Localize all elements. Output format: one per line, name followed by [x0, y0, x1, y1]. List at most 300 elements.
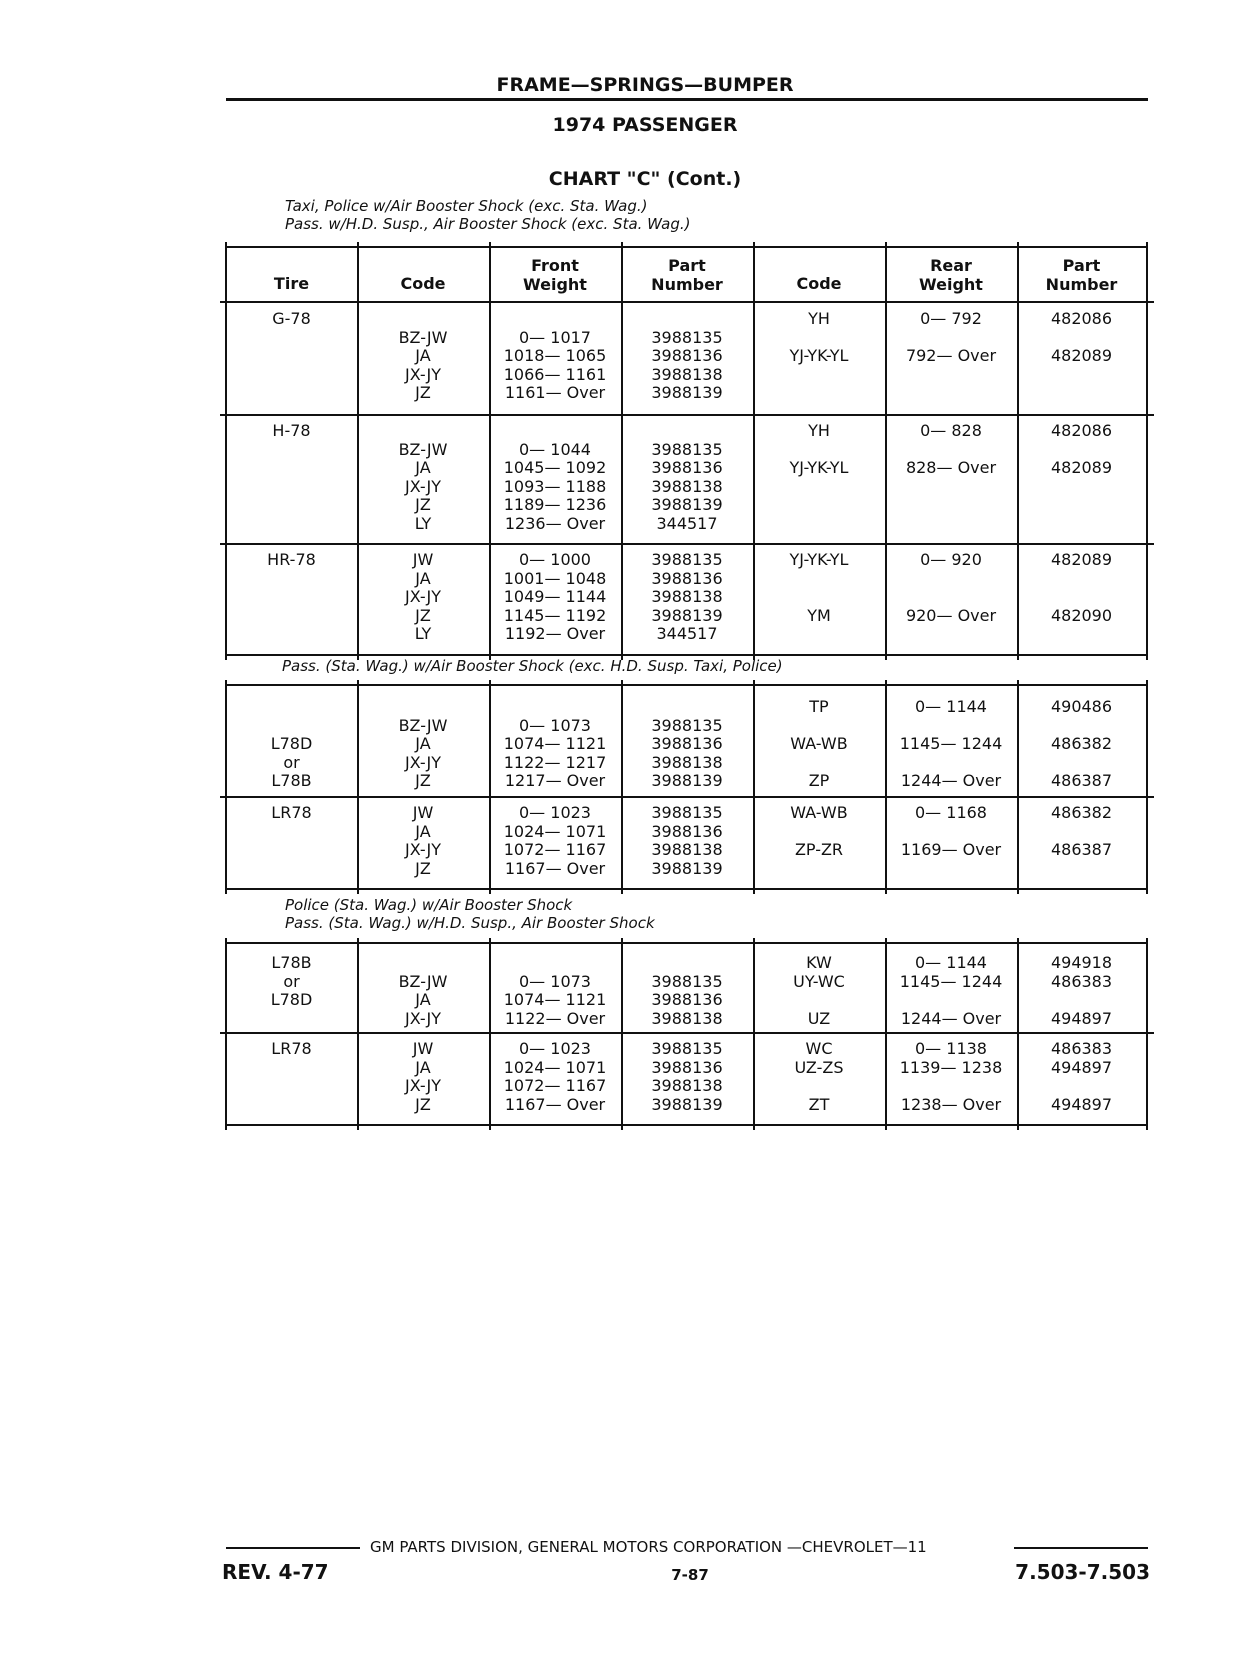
- rear-code-cell: YJ-YK-YL: [789, 458, 849, 477]
- part-number-cell: 3988138: [651, 476, 723, 496]
- rear-part-number-cell: [1017, 860, 1146, 879]
- tire-cell: [226, 1077, 357, 1096]
- front-weight-cell-column: [489, 422, 621, 533]
- rear-part-number-cell: [1017, 384, 1146, 403]
- part-number-cell-column: [621, 551, 753, 644]
- front-weight-cell-column: [489, 551, 621, 644]
- header-part-number-2: Part Number: [1045, 256, 1118, 294]
- code-cell: JX-JY: [404, 1008, 442, 1028]
- rear-code-cell: ZP-ZR: [794, 840, 844, 859]
- rear-code-cell: [753, 496, 885, 515]
- rear-part-number-cell: 486382: [1050, 803, 1113, 822]
- rear-weight-cell: [885, 991, 1017, 1010]
- front-weight-cell: 0— 1017: [519, 327, 591, 347]
- front-weight-cell: 1018— 1065: [503, 346, 607, 365]
- rear-part-number-cell: [1017, 329, 1146, 348]
- part-number-cell: 3988136: [651, 821, 723, 841]
- part-number-cell: 3988139: [651, 771, 723, 790]
- front-weight-cell: 1093— 1188: [503, 476, 607, 496]
- rear-code-cell: WA-WB: [790, 803, 848, 822]
- rear-weight-cell: 920— Over: [905, 605, 997, 625]
- rear-weight-cell: [885, 515, 1017, 534]
- section3-caption-1: Police (Sta. Wag.) w/Air Booster Shock: [285, 896, 573, 914]
- rear-part-number-cell: 486387: [1050, 771, 1113, 790]
- rear-weight-cell: 792— Over: [905, 346, 997, 365]
- rear-weight-cell: 1244— Over: [900, 771, 1002, 790]
- rear-code-cell: ZT: [808, 1094, 830, 1114]
- front-weight-cell: 1189— 1236: [503, 495, 607, 514]
- rear-part-number-cell: [1017, 991, 1146, 1010]
- section-title: FRAME—SPRINGS—BUMPER: [496, 74, 794, 96]
- rear-part-number-cell: 482089: [1050, 550, 1113, 569]
- rear-code-cell: [753, 754, 885, 773]
- rear-weight-cell: [885, 1077, 1017, 1096]
- rear-part-number-cell: 482086: [1050, 421, 1113, 440]
- tire-cell: [226, 698, 357, 717]
- header-code-2: Code: [796, 274, 842, 293]
- front-weight-cell: 1145— 1192: [503, 605, 607, 625]
- rear-part-number-cell: [1017, 496, 1146, 515]
- part-number-cell: 3988138: [651, 752, 723, 772]
- code-cell-column: [357, 551, 489, 644]
- rear-code-cell: [753, 1077, 885, 1096]
- tire-cell: [226, 347, 357, 366]
- rear-part-number-cell: [1017, 478, 1146, 497]
- rear-part-number-cell-column: [1017, 1040, 1146, 1114]
- rear-weight-cell-column: [885, 1040, 1017, 1114]
- rear-weight-cell: 0— 792: [920, 309, 982, 328]
- rear-code-cell: [753, 329, 885, 348]
- rear-weight-cell: 0— 1144: [915, 953, 987, 972]
- rear-code-cell: WA-WB: [790, 734, 848, 753]
- tire-cell: L78B: [271, 771, 312, 790]
- tire-cell: [226, 1059, 357, 1078]
- section2-caption-1: Pass. (Sta. Wag.) w/Air Booster Shock (exc. H.D. Susp. Taxi, Police): [282, 657, 783, 675]
- code-cell: JA: [415, 1057, 431, 1077]
- rear-code-cell: UZ-ZS: [794, 1057, 844, 1077]
- part-number-cell: 3988135: [651, 971, 723, 991]
- part-number-cell: 3988139: [651, 605, 723, 625]
- rear-code-cell-column: [753, 310, 885, 403]
- rear-part-number-cell: 494918: [1050, 953, 1113, 972]
- code-cell: [357, 954, 489, 973]
- tire-cell: or: [283, 971, 300, 991]
- code-cell: [357, 422, 489, 441]
- part-number-cell-column: [621, 422, 753, 533]
- rear-weight-cell: 1139— 1238: [899, 1057, 1003, 1077]
- code-cell: JA: [415, 734, 431, 753]
- code-cell: BZ-JW: [398, 715, 448, 735]
- tire-cell: H-78: [272, 421, 311, 440]
- front-weight-cell: 1072— 1167: [503, 1076, 607, 1095]
- tire-cell: [226, 860, 357, 879]
- code-cell: BZ-JW: [398, 327, 448, 347]
- rear-part-number-cell-column: [1017, 954, 1146, 1028]
- rear-part-number-cell: [1017, 717, 1146, 736]
- rear-code-cell: WC: [805, 1039, 833, 1058]
- rear-part-number-cell: 486383: [1050, 971, 1113, 991]
- rear-code-cell: [753, 478, 885, 497]
- footer-page-number: 7-87: [671, 1566, 709, 1584]
- tire-cell: [226, 1096, 357, 1115]
- rear-weight-cell-column: [885, 310, 1017, 403]
- tire-cell: [226, 588, 357, 607]
- rear-part-number-cell: [1017, 1077, 1146, 1096]
- rear-part-number-cell: [1017, 625, 1146, 644]
- rear-weight-cell: 1145— 1244: [899, 734, 1003, 753]
- tire-cell-column: [226, 954, 357, 1028]
- front-weight-cell: 1217— Over: [504, 771, 606, 790]
- code-cell-column: [357, 804, 489, 878]
- rear-weight-cell: [885, 478, 1017, 497]
- rear-code-cell: YJ-YK-YL: [789, 346, 849, 365]
- tire-cell: G-78: [272, 309, 311, 328]
- rear-code-cell: KW: [806, 953, 832, 972]
- front-weight-cell: [489, 422, 621, 441]
- tire-cell: or: [283, 752, 300, 772]
- front-weight-cell: 1024— 1071: [503, 821, 607, 841]
- code-cell: JZ: [415, 858, 431, 878]
- rear-code-cell-column: [753, 954, 885, 1028]
- rear-weight-cell: 0— 1168: [915, 803, 987, 822]
- front-weight-cell: 1167— Over: [504, 858, 606, 878]
- front-weight-cell: 1001— 1048: [503, 568, 607, 588]
- part-number-cell: 344517: [656, 513, 718, 533]
- rear-weight-cell: [885, 717, 1017, 736]
- part-number-cell: 3988139: [651, 383, 723, 402]
- part-number-cell: 3988138: [651, 364, 723, 384]
- rear-part-number-cell: [1017, 515, 1146, 534]
- tire-cell: [226, 478, 357, 497]
- tire-cell-column: [226, 551, 357, 644]
- rear-part-number-cell: 482090: [1050, 605, 1113, 625]
- part-number-cell: 3988135: [651, 327, 723, 347]
- header-code: Code: [400, 274, 446, 293]
- section1-caption-2: Pass. w/H.D. Susp., Air Booster Shock (exc. Sta. Wag.): [285, 215, 691, 233]
- front-weight-cell: 1045— 1092: [503, 458, 607, 477]
- header-part-number: Part Number: [651, 256, 723, 294]
- tire-cell: L78D: [270, 990, 313, 1009]
- front-weight-cell: 1049— 1144: [503, 587, 607, 606]
- code-cell: BZ-JW: [398, 439, 448, 459]
- tire-cell: [226, 823, 357, 842]
- rear-code-cell: [753, 366, 885, 385]
- tire-cell: [226, 329, 357, 348]
- part-number-cell: 3988139: [651, 495, 723, 514]
- part-number-cell: 3988138: [651, 1008, 723, 1028]
- code-cell: JX-JY: [404, 364, 442, 384]
- part-number-cell-column: [621, 804, 753, 878]
- chart-title: CHART "C" (Cont.): [548, 168, 742, 190]
- part-number-cell: [621, 422, 753, 441]
- rear-weight-cell: [885, 860, 1017, 879]
- tire-cell: [226, 366, 357, 385]
- part-number-cell: 344517: [656, 624, 718, 643]
- tire-cell: [226, 515, 357, 534]
- rear-code-cell: [753, 515, 885, 534]
- rear-weight-cell-column: [885, 551, 1017, 644]
- rear-code-cell-column: [753, 1040, 885, 1114]
- footer-rule-left: [226, 1547, 360, 1549]
- rear-code-cell: [753, 823, 885, 842]
- rear-weight-cell: [885, 441, 1017, 460]
- rear-weight-cell: 0— 1138: [915, 1039, 987, 1058]
- code-cell: JZ: [415, 605, 431, 625]
- front-weight-cell: [489, 698, 621, 717]
- rear-part-number-cell: 494897: [1050, 1094, 1113, 1114]
- rear-weight-cell-column: [885, 698, 1017, 791]
- rear-part-number-cell-column: [1017, 804, 1146, 878]
- part-number-cell: 3988135: [651, 803, 723, 822]
- header-rear-weight: Rear Weight: [919, 256, 983, 294]
- rear-weight-cell: 1169— Over: [900, 840, 1002, 859]
- front-weight-cell: 0— 1073: [519, 971, 591, 991]
- rear-code-cell: UZ: [807, 1008, 831, 1028]
- front-weight-cell: 0— 1044: [519, 439, 591, 459]
- rear-code-cell: UY-WC: [793, 971, 845, 991]
- rear-part-number-cell: 494897: [1050, 1008, 1113, 1028]
- rear-code-cell: TP: [809, 697, 829, 716]
- front-weight-cell: 1074— 1121: [503, 990, 607, 1009]
- code-cell: JA: [415, 346, 431, 365]
- tire-cell: [226, 570, 357, 589]
- part-number-cell-column: [621, 698, 753, 791]
- tire-cell: [226, 717, 357, 736]
- front-weight-cell: 0— 1023: [519, 1039, 591, 1058]
- rear-weight-cell-column: [885, 804, 1017, 878]
- code-cell-column: [357, 954, 489, 1028]
- tire-cell: [226, 496, 357, 515]
- code-cell: JZ: [415, 1094, 431, 1114]
- rear-code-cell: [753, 588, 885, 607]
- rear-part-number-cell: [1017, 366, 1146, 385]
- rear-part-number-cell: 494897: [1050, 1057, 1113, 1077]
- front-weight-cell-column: [489, 954, 621, 1028]
- front-weight-cell: [489, 310, 621, 329]
- code-cell-column: [357, 310, 489, 403]
- rear-weight-cell: 0— 1144: [915, 697, 987, 716]
- code-cell: [357, 310, 489, 329]
- rear-weight-cell-column: [885, 422, 1017, 533]
- tire-cell-column: [226, 422, 357, 533]
- front-weight-cell: 0— 1023: [519, 803, 591, 822]
- tire-cell-column: [226, 698, 357, 791]
- footer-rev: REV. 4-77: [222, 1560, 329, 1584]
- rear-part-number-cell: [1017, 570, 1146, 589]
- rear-part-number-cell: 482086: [1050, 309, 1113, 328]
- part-number-cell: 3988138: [651, 840, 723, 859]
- rear-part-number-cell: 490486: [1050, 697, 1113, 716]
- rear-part-number-cell: [1017, 823, 1146, 842]
- rear-part-number-cell: [1017, 441, 1146, 460]
- code-cell: JZ: [415, 495, 431, 514]
- front-weight-cell: 1122— 1217: [503, 752, 607, 772]
- section3-caption-2: Pass. (Sta. Wag.) w/H.D. Susp., Air Booster Shock: [285, 914, 655, 932]
- part-number-cell: 3988138: [651, 587, 723, 606]
- front-weight-cell: 0— 1000: [519, 550, 591, 569]
- tire-cell: [226, 841, 357, 860]
- front-weight-cell: 1161— Over: [504, 383, 606, 402]
- rear-part-number-cell: 482089: [1050, 346, 1113, 365]
- front-weight-cell-column: [489, 310, 621, 403]
- part-number-cell: [621, 698, 753, 717]
- part-number-cell: 3988135: [651, 439, 723, 459]
- header-tire: Tire: [273, 274, 310, 293]
- rear-code-cell: [753, 441, 885, 460]
- part-number-cell-column: [621, 310, 753, 403]
- footer-rule-right: [1014, 1547, 1148, 1549]
- table-section2: [226, 684, 1148, 890]
- code-cell: JZ: [415, 383, 431, 402]
- footer-section-code: 7.503-7.503: [1015, 1560, 1150, 1584]
- code-cell-column: [357, 698, 489, 791]
- code-cell-column: [357, 422, 489, 533]
- tire-cell-column: [226, 1040, 357, 1114]
- part-number-cell: 3988136: [651, 568, 723, 588]
- tire-cell: [226, 459, 357, 478]
- part-number-cell: 3988136: [651, 990, 723, 1009]
- rear-weight-cell: [885, 384, 1017, 403]
- table-section1: [226, 246, 1148, 656]
- rear-weight-cell: [885, 823, 1017, 842]
- rear-code-cell: ZP: [808, 771, 830, 790]
- tire-cell: [226, 1010, 357, 1029]
- rear-part-number-cell-column: [1017, 551, 1146, 644]
- front-weight-cell: 1236— Over: [504, 513, 606, 533]
- rear-part-number-cell: 482089: [1050, 458, 1113, 477]
- header-front-weight: Front Weight: [523, 256, 587, 294]
- rear-code-cell: YJ-YK-YL: [789, 550, 849, 569]
- code-cell: JX-JY: [404, 476, 442, 496]
- rear-code-cell: [753, 717, 885, 736]
- tire-cell: [226, 384, 357, 403]
- front-weight-cell: 1122— Over: [504, 1008, 606, 1028]
- rear-weight-cell: [885, 329, 1017, 348]
- part-number-cell-column: [621, 954, 753, 1028]
- code-cell: LY: [414, 513, 432, 533]
- part-number-cell: 3988139: [651, 858, 723, 878]
- rear-weight-cell: [885, 588, 1017, 607]
- rear-weight-cell: [885, 366, 1017, 385]
- rear-code-cell: [753, 625, 885, 644]
- code-cell-column: [357, 1040, 489, 1114]
- section1-caption-1: Taxi, Police w/Air Booster Shock (exc. Sta. Wag.): [285, 197, 648, 215]
- tire-cell: [226, 607, 357, 626]
- front-weight-cell: 1066— 1161: [503, 364, 607, 384]
- code-cell: JA: [415, 990, 431, 1009]
- front-weight-cell-column: [489, 698, 621, 791]
- table-section3: [226, 942, 1148, 1126]
- rear-part-number-cell: 486383: [1050, 1039, 1113, 1058]
- code-cell: JZ: [415, 771, 431, 790]
- tire-cell: L78D: [270, 734, 313, 753]
- rear-weight-cell: 1238— Over: [900, 1094, 1002, 1114]
- rear-weight-cell: 1145— 1244: [899, 971, 1003, 991]
- front-weight-cell: 1074— 1121: [503, 734, 607, 753]
- rear-weight-cell-column: [885, 954, 1017, 1028]
- rear-code-cell: YM: [807, 605, 831, 625]
- front-weight-cell: 1072— 1167: [503, 840, 607, 859]
- rear-part-number-cell: [1017, 754, 1146, 773]
- code-cell: JX-JY: [404, 752, 442, 772]
- code-cell: LY: [414, 624, 432, 643]
- code-cell: JX-JY: [404, 1076, 442, 1095]
- rear-code-cell-column: [753, 551, 885, 644]
- code-cell: JX-JY: [404, 587, 442, 606]
- part-number-cell: 3988135: [651, 715, 723, 735]
- rear-weight-cell: 0— 920: [920, 550, 982, 569]
- part-number-cell: 3988139: [651, 1094, 723, 1114]
- rear-code-cell-column: [753, 698, 885, 791]
- header-rule: [226, 98, 1148, 101]
- rear-code-cell-column: [753, 804, 885, 878]
- rear-weight-cell: 0— 828: [920, 421, 982, 440]
- rear-code-cell: YH: [808, 309, 830, 328]
- code-cell: [357, 698, 489, 717]
- tire-cell: L78B: [271, 953, 312, 972]
- rear-weight-cell: [885, 754, 1017, 773]
- page-subtitle: 1974 PASSENGER: [552, 114, 738, 136]
- part-number-cell: 3988138: [651, 1076, 723, 1095]
- rear-code-cell-column: [753, 422, 885, 533]
- front-weight-cell: 1024— 1071: [503, 1057, 607, 1077]
- rear-code-cell: [753, 384, 885, 403]
- rear-part-number-cell-column: [1017, 698, 1146, 791]
- rear-weight-cell: [885, 625, 1017, 644]
- part-number-cell: 3988136: [651, 1057, 723, 1077]
- footer-publisher: GM PARTS DIVISION, GENERAL MOTORS CORPORATION —CHEVROLET—11: [370, 1538, 927, 1556]
- rear-part-number-cell-column: [1017, 310, 1146, 403]
- part-number-cell: 3988136: [651, 346, 723, 365]
- front-weight-cell: 1192— Over: [504, 624, 606, 643]
- rear-weight-cell: [885, 496, 1017, 515]
- front-weight-cell: 1167— Over: [504, 1094, 606, 1114]
- front-weight-cell: 0— 1073: [519, 715, 591, 735]
- rear-code-cell: YH: [808, 421, 830, 440]
- rear-part-number-cell-column: [1017, 422, 1146, 533]
- rear-code-cell: [753, 570, 885, 589]
- tire-cell: [226, 441, 357, 460]
- part-number-cell: 3988135: [651, 550, 723, 569]
- rear-part-number-cell: 486382: [1050, 734, 1113, 753]
- rear-weight-cell: 828— Over: [905, 458, 997, 477]
- tire-cell: LR78: [271, 1039, 312, 1058]
- part-number-cell: 3988136: [651, 734, 723, 753]
- code-cell: JA: [415, 568, 431, 588]
- part-number-cell: 3988135: [651, 1039, 723, 1058]
- front-weight-cell-column: [489, 804, 621, 878]
- part-number-cell: [621, 954, 753, 973]
- part-number-cell-column: [621, 1040, 753, 1114]
- code-cell: JA: [415, 458, 431, 477]
- code-cell: JX-JY: [404, 840, 442, 859]
- tire-cell: LR78: [271, 803, 312, 822]
- rear-weight-cell: 1244— Over: [900, 1008, 1002, 1028]
- rear-code-cell: [753, 860, 885, 879]
- code-cell: JW: [412, 1039, 434, 1058]
- tire-cell: HR-78: [267, 550, 316, 569]
- code-cell: BZ-JW: [398, 971, 448, 991]
- tire-cell: [226, 625, 357, 644]
- front-weight-cell: [489, 954, 621, 973]
- front-weight-cell-column: [489, 1040, 621, 1114]
- rear-part-number-cell: [1017, 588, 1146, 607]
- part-number-cell: [621, 310, 753, 329]
- part-number-cell: 3988136: [651, 458, 723, 477]
- rear-code-cell: [753, 991, 885, 1010]
- rear-weight-cell: [885, 570, 1017, 589]
- rear-part-number-cell: 486387: [1050, 840, 1113, 859]
